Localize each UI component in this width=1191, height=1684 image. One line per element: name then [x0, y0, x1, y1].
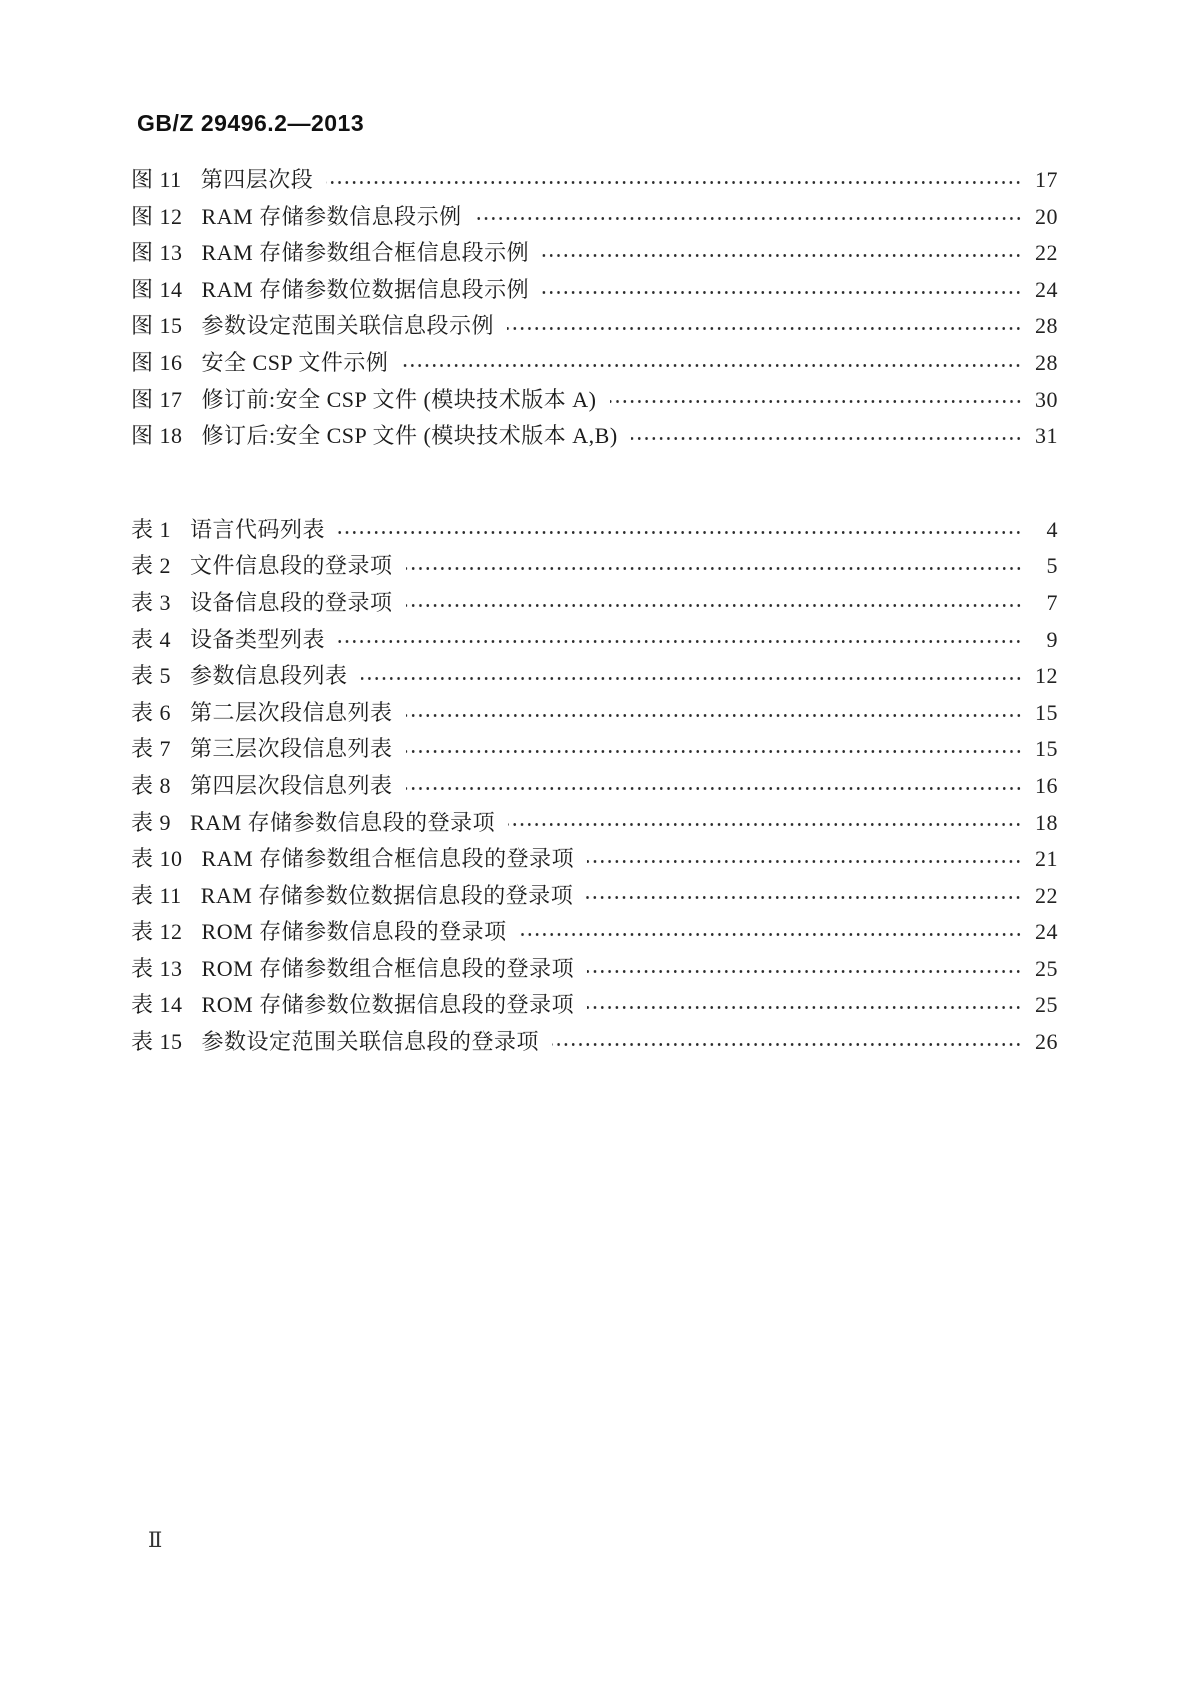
- toc-entry: [131, 623, 1058, 660]
- dot-leader: [401, 363, 1022, 368]
- dot-leader: [338, 639, 1022, 644]
- dot-leader: [406, 786, 1022, 791]
- entry-label: 表 2: [131, 553, 172, 579]
- section-divider-gap: [131, 456, 1058, 513]
- dot-leader: [542, 290, 1022, 295]
- entry-title: RAM 存储参数信息段的登录项: [190, 809, 496, 835]
- entry-label: 表 14: [131, 992, 183, 1018]
- toc-entry: [131, 915, 1058, 952]
- toc-entry: [131, 419, 1058, 456]
- tables-toc-section: [131, 513, 1058, 1062]
- entry-label: 表 13: [131, 955, 183, 981]
- dot-leader: [520, 932, 1022, 937]
- entry-title: 参数设定范围关联信息段示例: [201, 313, 495, 339]
- entry-page-number: 9: [1046, 626, 1058, 652]
- dot-leader: [552, 1042, 1022, 1047]
- entry-page-number: 25: [1035, 955, 1058, 981]
- entry-page-number: 16: [1035, 772, 1058, 798]
- entry-label: 表 8: [131, 772, 172, 798]
- toc-entry: [131, 732, 1058, 769]
- entry-title: RAM 存储参数组合框信息段示例: [201, 240, 530, 266]
- entry-page-number: 5: [1046, 553, 1058, 579]
- entry-title: 修订后:安全 CSP 文件 (模块技术版本 A,B): [201, 423, 618, 449]
- entry-label: 表 15: [131, 1029, 183, 1055]
- toc-entry: [131, 696, 1058, 733]
- toc-entry: [131, 309, 1058, 346]
- dot-leader: [475, 216, 1022, 221]
- entry-label: 图 14: [131, 276, 183, 302]
- toc-entry: [131, 586, 1058, 623]
- entry-title: 语言代码列表: [190, 516, 326, 542]
- entry-title: RAM 存储参数位数据信息段的登录项: [200, 882, 574, 908]
- toc-entry: [131, 513, 1058, 550]
- entry-page-number: 20: [1035, 203, 1058, 229]
- toc-entry: [131, 200, 1058, 237]
- entry-title: 修订前:安全 CSP 文件 (模块技术版本 A): [201, 386, 597, 412]
- table-of-contents: [131, 163, 1058, 1062]
- entry-title: 文件信息段的登录项: [190, 553, 393, 579]
- dot-leader: [338, 530, 1022, 535]
- entry-label: 表 10: [131, 846, 183, 872]
- entry-label: 表 4: [131, 626, 172, 652]
- dot-leader: [406, 749, 1022, 754]
- entry-title: ROM 存储参数位数据信息段的登录项: [201, 992, 575, 1018]
- toc-entry: [131, 879, 1058, 916]
- entry-title: RAM 存储参数位数据信息段示例: [201, 276, 530, 302]
- entry-title: 安全 CSP 文件示例: [201, 349, 389, 375]
- entry-page-number: 28: [1035, 349, 1058, 375]
- entry-title: 设备信息段的登录项: [190, 589, 393, 615]
- figures-toc-section: [131, 163, 1058, 456]
- toc-entry: [131, 273, 1058, 310]
- entry-page-number: 17: [1035, 167, 1058, 192]
- entry-title: 设备类型列表: [190, 626, 326, 652]
- dot-leader: [587, 859, 1022, 864]
- entry-page-number: 21: [1035, 846, 1058, 872]
- entry-label: 图 18: [131, 423, 183, 449]
- entry-label: 表 9: [131, 809, 172, 835]
- toc-entry: [131, 842, 1058, 879]
- entry-label: 表 7: [131, 736, 172, 762]
- entry-label: 表 1: [131, 516, 172, 542]
- dot-leader: [406, 566, 1022, 571]
- entry-title: 第四层次段: [200, 167, 314, 192]
- toc-entry: [131, 952, 1058, 989]
- entry-page-number: 24: [1035, 276, 1058, 302]
- toc-entry: [131, 988, 1058, 1025]
- entry-page-number: 22: [1035, 240, 1058, 266]
- entry-page-number: 15: [1035, 699, 1058, 725]
- dot-leader: [542, 253, 1022, 258]
- dot-leader: [406, 713, 1022, 718]
- entry-label: 图 11: [131, 167, 182, 192]
- entry-page-number: 28: [1035, 313, 1058, 339]
- dot-leader: [406, 603, 1022, 608]
- entry-page-number: 15: [1035, 736, 1058, 762]
- dot-leader: [587, 969, 1022, 974]
- entry-page-number: 4: [1046, 516, 1058, 542]
- toc-entry: [131, 163, 1058, 200]
- dot-leader: [326, 180, 1022, 185]
- dot-leader: [508, 822, 1022, 827]
- dot-leader: [507, 326, 1022, 331]
- entry-label: 图 17: [131, 386, 183, 412]
- toc-entry: [131, 806, 1058, 843]
- entry-title: ROM 存储参数信息段的登录项: [201, 919, 507, 945]
- entry-title: 第二层次段信息列表: [190, 699, 393, 725]
- toc-entry: [131, 346, 1058, 383]
- entry-page-number: 12: [1035, 663, 1058, 689]
- entry-label: 表 5: [131, 663, 172, 689]
- entry-title: 第三层次段信息列表: [190, 736, 393, 762]
- entry-label: 表 6: [131, 699, 172, 725]
- entry-title: 参数设定范围关联信息段的登录项: [201, 1029, 540, 1055]
- toc-entry: [131, 549, 1058, 586]
- toc-entry: [131, 236, 1058, 273]
- entry-page-number: 25: [1035, 992, 1058, 1018]
- standard-number-header: GB/Z 29496.2—2013: [137, 110, 365, 136]
- toc-entry: [131, 383, 1058, 420]
- entry-page-number: 30: [1035, 386, 1058, 412]
- dot-leader: [587, 1005, 1022, 1010]
- entry-title: RAM 存储参数组合框信息段的登录项: [201, 846, 575, 872]
- entry-label: 表 12: [131, 919, 183, 945]
- entry-label: 图 13: [131, 240, 183, 266]
- toc-entry: [131, 769, 1058, 806]
- page-number: Ⅱ: [148, 1528, 163, 1552]
- entry-page-number: 7: [1046, 589, 1058, 615]
- entry-label: 图 12: [131, 203, 183, 229]
- entry-title: 参数信息段列表: [190, 663, 348, 689]
- entry-page-number: 18: [1035, 809, 1058, 835]
- entry-label: 表 11: [131, 882, 182, 908]
- entry-title: ROM 存储参数组合框信息段的登录项: [201, 955, 575, 981]
- entry-label: 表 3: [131, 589, 172, 615]
- entry-page-number: 24: [1035, 919, 1058, 945]
- entry-label: 图 16: [131, 349, 183, 375]
- toc-entry: [131, 659, 1058, 696]
- dot-leader: [586, 895, 1022, 900]
- entry-page-number: 31: [1035, 423, 1058, 449]
- entry-label: 图 15: [131, 313, 183, 339]
- entry-page-number: 26: [1035, 1029, 1058, 1055]
- dot-leader: [610, 399, 1023, 404]
- dot-leader: [631, 436, 1022, 441]
- dot-leader: [361, 676, 1022, 681]
- toc-entry: [131, 1025, 1058, 1062]
- entry-page-number: 22: [1035, 882, 1058, 908]
- entry-title: RAM 存储参数信息段示例: [201, 203, 462, 229]
- entry-title: 第四层次段信息列表: [190, 772, 393, 798]
